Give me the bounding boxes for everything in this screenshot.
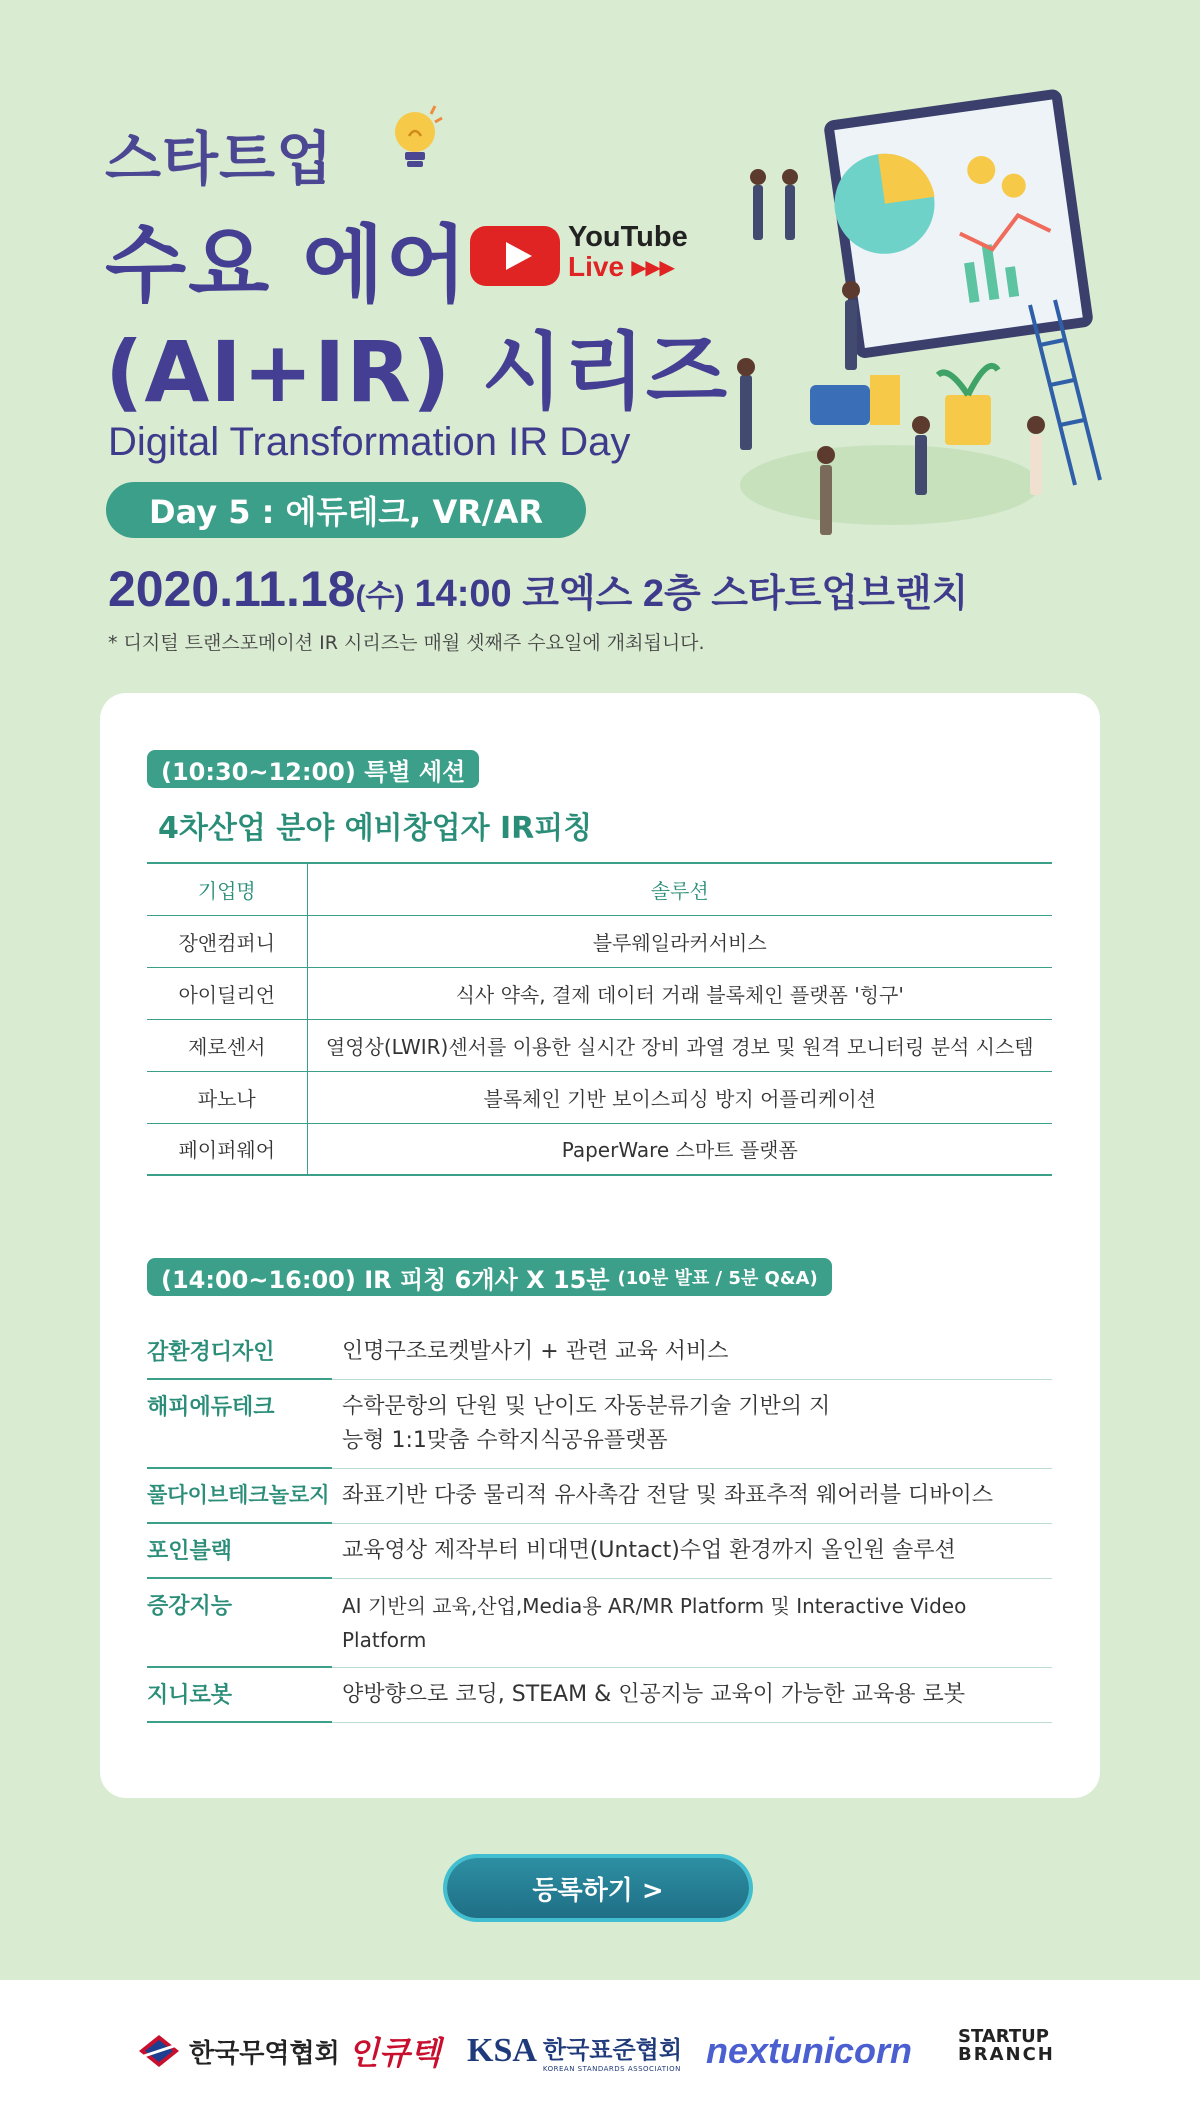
- lightbulb-icon: [385, 100, 445, 180]
- sponsor-footer: [0, 1980, 1200, 2118]
- register-button[interactable]: 등록하기 >: [447, 1858, 749, 1918]
- date-time-location: [108, 560, 968, 618]
- youtube-live-label: [568, 222, 688, 282]
- company-solution: 블루웨일라커서비스: [307, 915, 1052, 967]
- pitch-company-desc: AI 기반의 교육,산업,Media용 AR/MR Platform 및 Interactive Video Platform: [332, 1579, 1052, 1668]
- ir-pitch-tag-sub: (10분 발표 / 5분 Q&A): [617, 1268, 818, 1289]
- hero-section: [0, 0, 1200, 690]
- live-text: Live ▸▸▸: [568, 251, 674, 282]
- special-session-tag: (10:30~12:00) 특별 세션: [147, 750, 479, 788]
- schedule-note: * 디지털 트랜스포메이션 IR 시리즈는 매월 셋째주 수요일에 개최됩니다.: [108, 632, 705, 654]
- ir-pitch-tag: [147, 1258, 832, 1296]
- special-session-table: [147, 862, 1052, 1176]
- ir-pitch-list: [147, 1325, 1052, 1723]
- pitch-company-name: 해피에듀테크: [147, 1380, 332, 1469]
- table-row: [147, 1123, 1052, 1175]
- pitch-company-name: 지니로봇: [147, 1668, 332, 1723]
- company-name: 페이퍼웨어: [147, 1123, 307, 1175]
- event-date: 2020.11.18: [108, 561, 356, 617]
- company-solution: 열영상(LWIR)센서를 이용한 실시간 장비 과열 경보 및 원격 모니터링 분석 시스템: [307, 1019, 1052, 1071]
- list-item: [147, 1325, 1052, 1380]
- ksa-logo: KSA 한국표준협회 KOREAN STANDARDS ASSOCIATION: [467, 2032, 683, 2073]
- title-line-1: 스타트업: [105, 125, 334, 193]
- pitch-company-name: 감환경디자인: [147, 1325, 332, 1380]
- time-place: 14:00 코엑스 2층 스타트업브랜치: [414, 573, 969, 615]
- list-item: [147, 1380, 1052, 1469]
- pitch-company-name: 포인블랙: [147, 1524, 332, 1579]
- day-badge: Day 5 : 에듀테크, VR/AR: [106, 482, 586, 538]
- table-header-row: [147, 863, 1052, 915]
- pitch-company-desc: 교육영상 제작부터 비대면(Untact)수업 환경까지 올인원 솔루션: [332, 1524, 1052, 1579]
- company-name: 파노나: [147, 1071, 307, 1123]
- nextunicorn-logo: nextunicorn: [706, 2030, 913, 2071]
- ir-pitch-tag-main: (14:00~16:00) IR 피칭 6개사 X 15분: [161, 1265, 610, 1294]
- column-header-solution: 솔루션: [307, 863, 1052, 915]
- special-session-title: 4차산업 분야 예비창업자 IR피칭: [158, 803, 592, 847]
- company-name: 제로센서: [147, 1019, 307, 1071]
- list-item: [147, 1524, 1052, 1579]
- table-row: [147, 967, 1052, 1019]
- pitch-company-name: 풀다이브테크놀로지: [147, 1469, 332, 1524]
- youtube-text: YouTube: [568, 221, 688, 253]
- company-solution: 블록체인 기반 보이스피싱 방지 어플리케이션: [307, 1071, 1052, 1123]
- pitch-company-name: 증강지능: [147, 1579, 332, 1668]
- pitch-company-desc: 수학문항의 단원 및 난이도 자동분류기술 기반의 지능형 1:1맞춤 수학지식공유플랫폼: [332, 1380, 1052, 1469]
- kita-mark-icon: [135, 2031, 183, 2071]
- list-item: [147, 1668, 1052, 1723]
- table-row: [147, 1071, 1052, 1123]
- startup-branch-logo: STARTUP BRANCH: [958, 2026, 1055, 2065]
- list-item: [147, 1579, 1052, 1668]
- pitch-company-desc: 양방향으로 코딩, STEAM & 인공지능 교육이 가능한 교육용 로봇: [332, 1668, 1052, 1723]
- business-illustration: [690, 85, 1110, 565]
- company-solution: 식사 약속, 결제 데이터 거래 블록체인 플랫폼 '힝구': [307, 967, 1052, 1019]
- pitch-company-desc: 좌표기반 다중 물리적 유사촉감 전달 및 좌표추적 웨어러블 디바이스: [332, 1469, 1052, 1524]
- title-line-3: (AI+IR) 시리즈: [105, 323, 729, 421]
- company-solution: PaperWare 스마트 플랫폼: [307, 1123, 1052, 1175]
- day-of-week: (수): [355, 580, 405, 613]
- list-item: [147, 1469, 1052, 1524]
- incutech-logo: 인큐텍: [348, 2034, 441, 2072]
- company-name: 장앤컴퍼니: [147, 915, 307, 967]
- title-line-2: 수요 에어: [105, 216, 469, 314]
- column-header-company: 기업명: [147, 863, 307, 915]
- table-row: [147, 915, 1052, 967]
- table-row: [147, 1019, 1052, 1071]
- english-subtitle: Digital Transformation IR Day: [108, 420, 631, 464]
- kita-logo: 한국무역협회: [135, 2028, 340, 2074]
- company-name: 아이딜리언: [147, 967, 307, 1019]
- pitch-company-desc: 인명구조로켓발사기 + 관련 교육 서비스: [332, 1325, 1052, 1380]
